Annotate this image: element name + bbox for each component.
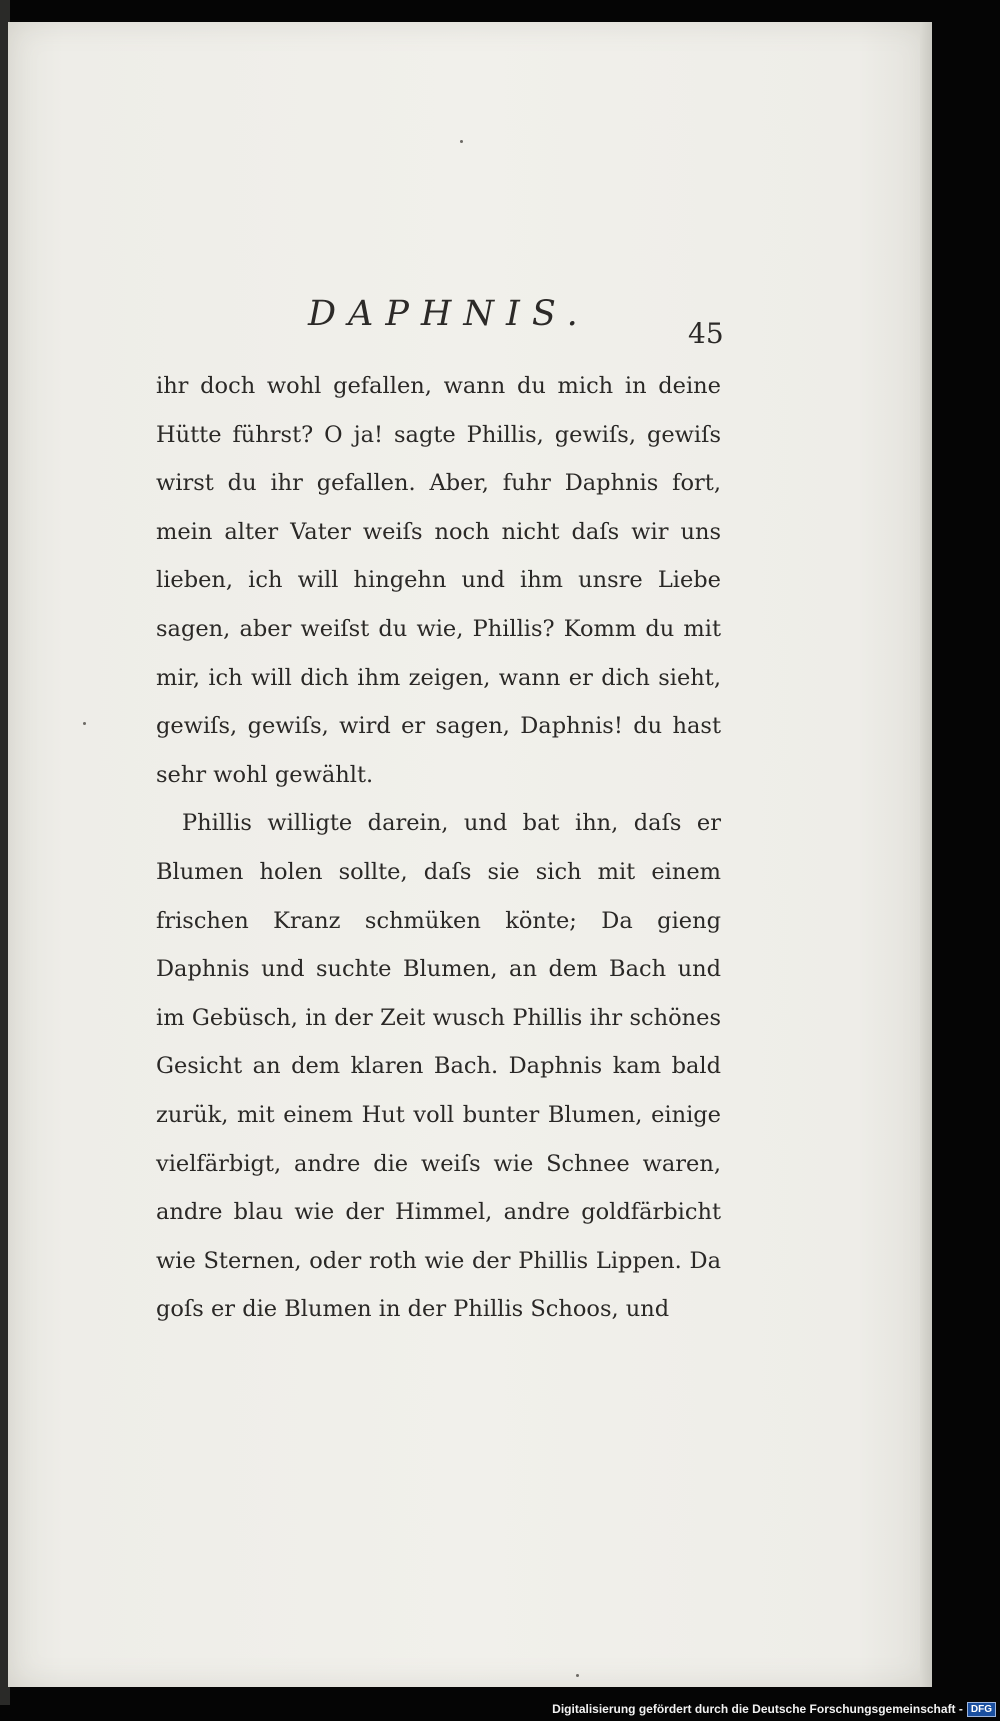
page-fore-edge: [920, 22, 932, 1687]
paper-speck: [83, 722, 86, 725]
paper-speck: [576, 1674, 579, 1677]
credit-text: Digitalisierung gefördert durch die Deutsche Forschungsgemeinschaft -: [552, 1702, 963, 1716]
body-text: [156, 362, 721, 1334]
running-head: DAPHNIS.: [308, 294, 590, 334]
book-page: [8, 22, 932, 1687]
paragraph: Phillis willigte darein, und bat ihn, daſs er Blumen holen sollte, daſs sie sich mit einem frischen Kranz schmüken könte; Da gieng Daphnis und suchte Blumen, an dem Bach und im Gebüsch, in der Zeit wusch Phillis ihr schönes Gesicht an dem klaren Bach. Daphnis kam bald zurük, mit einem Hut voll bunter Blumen, einige vielfärbigt, andre die weiſs wie Schnee waren, andre blau wie der Himmel, andre goldfärbicht wie Sternen, oder roth wie der Phillis Lippen. Da goſs er die Blumen in der Phillis Schoos, und: [156, 810, 721, 1323]
digitization-credit: [552, 1699, 996, 1719]
paragraph-continued: ihr doch wohl gefallen, wann du mich in deine Hütte führst? O ja! sagte Phillis, gewiſs, gewiſs wirst du ihr gefallen. Aber, fuhr Daphnis fort, mein alter Vater weiſs noch nicht daſs wir uns lieben, ich will hingehn und ihm unsre Liebe sagen, aber weiſst du wie, Phillis? Komm du mit mir, ich will dich ihm zeigen, wann er dich sieht, gewiſs, gewiſs, wird er sagen, Daphnis! du hast sehr wohl gewählt.: [156, 373, 721, 788]
paper-speck: [460, 140, 463, 143]
page-number: 45: [688, 317, 724, 350]
dfg-logo: DFG: [967, 1702, 996, 1717]
